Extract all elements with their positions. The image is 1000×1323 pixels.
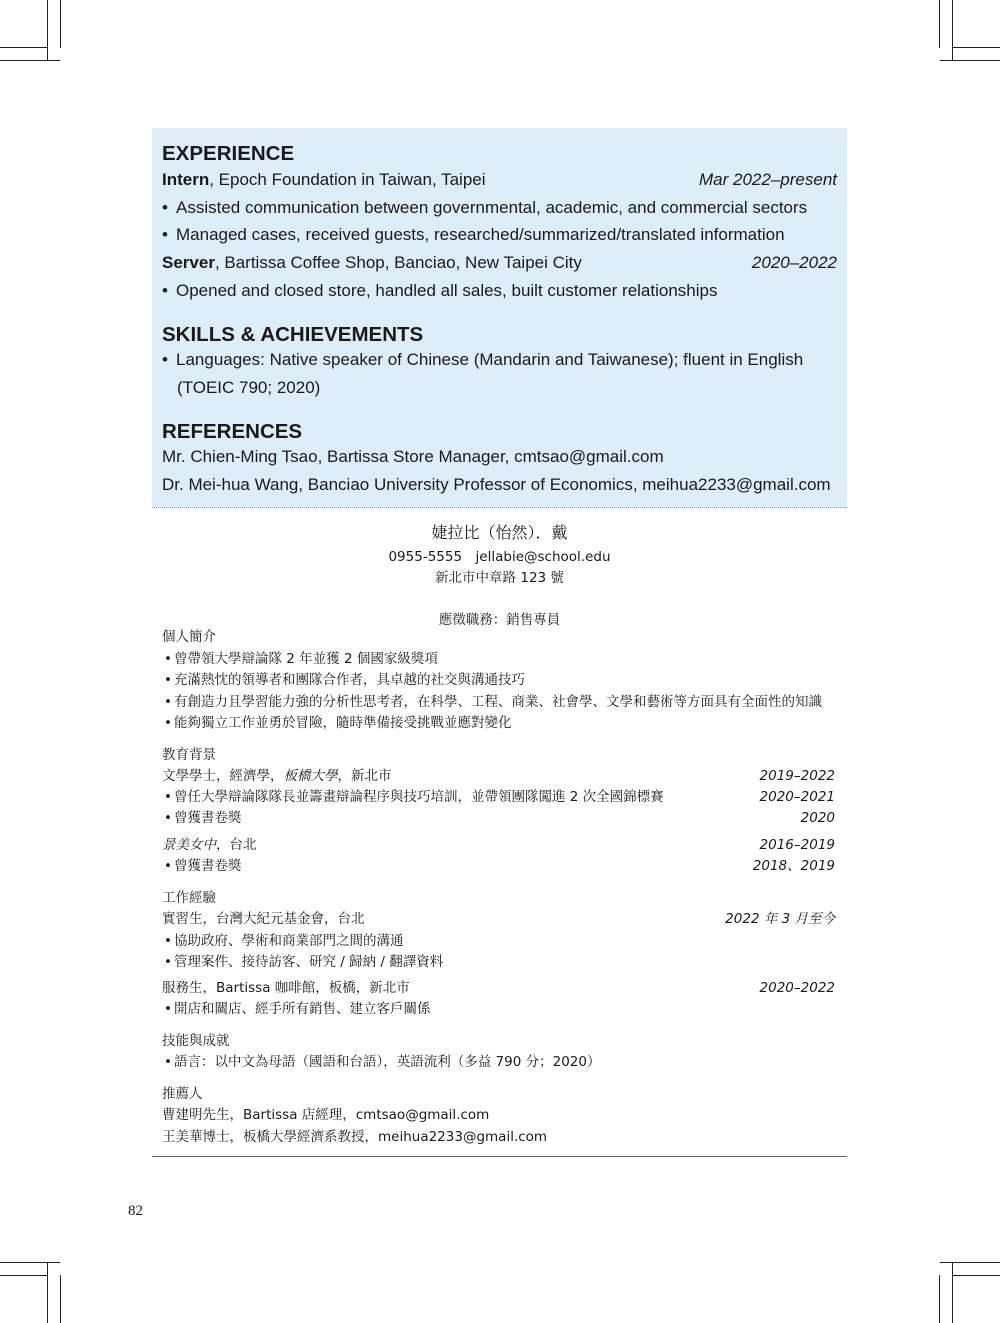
zh-education-bullet-date: 2020–2021 — [759, 789, 835, 805]
zh-profile-bullet: • 曾帶領大學辯論隊 2 年並獲 2 個國家級獎項 — [162, 649, 835, 669]
job-bullet: • Assisted communication between governmental, academic, and commercial sectors — [162, 197, 837, 219]
zh-highschool-suffix: ，台北 — [216, 837, 257, 853]
zh-job-title: 實習生，台灣大紀元基金會，台北 — [162, 911, 365, 927]
zh-profile-bullet: • 有創造力且學習能力強的分析性思考者，在科學、工程、商業、社會學、文學和藝術等方面具有全面性的知識 — [162, 692, 835, 712]
job-role: Intern — [162, 170, 210, 189]
zh-education-heading: 教育背景 — [162, 747, 216, 763]
zh-job-date: 2020–2022 — [759, 980, 835, 996]
zh-work-heading: 工作經驗 — [162, 890, 216, 906]
zh-address: 新北市中章路 123 號 — [435, 570, 564, 586]
zh-degree-date: 2019–2022 — [759, 768, 835, 784]
zh-contact: 0955-5555 jellabie@school.edu — [388, 549, 611, 565]
english-resume-box — [152, 128, 847, 508]
experience-heading: EXPERIENCE — [162, 142, 295, 165]
zh-name: 婕拉比（怡然）．戴 — [431, 523, 568, 542]
references-heading: REFERENCES — [162, 420, 303, 443]
zh-job — [162, 978, 835, 998]
zh-skills-bullet: • 語言：以中文為母語（國語和台語），英語流利（多益 790 分；2020） — [162, 1052, 835, 1072]
job-bullet: • Managed cases, received guests, researched/summarized/translated information — [162, 224, 837, 246]
job-role: Server — [162, 253, 215, 272]
zh-reference-item: 曹建明先生，Bartissa 店經理，cmtsao@gmail.com — [162, 1107, 490, 1123]
zh-job-bullet: • 協助政府、學術和商業部門之間的溝通 — [162, 931, 835, 951]
zh-degree — [162, 766, 835, 786]
zh-degree-school: 板橋大學 — [283, 768, 338, 784]
zh-education-bullet-text: 曾獲書卷獎 — [174, 858, 242, 874]
zh-skills-heading: 技能與成就 — [162, 1033, 230, 1049]
zh-education-bullet — [162, 787, 835, 807]
job-intern — [162, 169, 837, 191]
zh-highschool-name: 景美女中 — [162, 837, 216, 853]
zh-degree-prefix: 文學學士，經濟學， — [162, 768, 284, 784]
zh-degree-suffix: ，新北市 — [337, 768, 392, 784]
zh-job — [162, 909, 835, 929]
zh-education-bullet-date: 2020 — [800, 810, 835, 826]
reference-item: Mr. Chien-Ming Tsao, Bartissa Store Manager, cmtsao@gmail.com — [162, 447, 664, 466]
zh-job-bullet: • 管理案件、接待訪客、研究 / 歸納 / 翻譯資料 — [162, 952, 835, 972]
zh-profile-bullet: • 充滿熱忱的領導者和團隊合作者，具卓越的社交與溝通技巧 — [162, 670, 835, 690]
zh-highschool-date: 2016–2019 — [759, 837, 835, 853]
zh-education-bullet-text: 曾任大學辯論隊隊長並籌畫辯論程序與技巧培訓，並帶領團隊闖進 2 次全國錦標賽 — [174, 789, 664, 805]
job-date: 2020–2022 — [751, 253, 837, 272]
zh-job-bullet: • 開店和關店、經手所有銷售、建立客戶關係 — [162, 999, 835, 1019]
skills-heading: SKILLS & ACHIEVEMENTS — [162, 323, 424, 346]
zh-job-date: 2022 年 3 月至今 — [725, 911, 835, 927]
job-server — [162, 252, 837, 274]
zh-reference-item: 王美華博士，板橋大學經濟系教授，meihua2233@gmail.com — [162, 1129, 548, 1145]
skills-bullet: • Languages: Native speaker of Chinese (Mandarin and Taiwanese); fluent in English — [162, 349, 837, 371]
job-org: , Bartissa Coffee Shop, Banciao, New Taipei City — [214, 253, 582, 272]
zh-job-title: 服務生，Bartissa 咖啡館，板橋，新北市 — [162, 980, 410, 996]
zh-profile-heading: 個人簡介 — [162, 629, 216, 645]
skills-bullet-continuation: (TOEIC 790; 2020) — [177, 378, 321, 397]
bottom-rule — [152, 1156, 847, 1157]
reference-item: Dr. Mei-hua Wang, Banciao University Professor of Economics, meihua2233@gmail.com — [162, 475, 831, 494]
job-org: , Epoch Foundation in Taiwan, Taipei — [209, 170, 486, 189]
job-bullet: • Opened and closed store, handled all sales, built customer relationships — [162, 280, 837, 302]
zh-education-bullet — [162, 808, 835, 828]
zh-education-bullet-date: 2018、2019 — [752, 858, 835, 874]
zh-position: 應徵職務：銷售專員 — [438, 612, 561, 628]
page-number: 82 — [128, 1203, 143, 1219]
zh-highschool — [162, 835, 835, 855]
zh-references-heading: 推薦人 — [162, 1086, 203, 1102]
zh-education-bullet-text: 曾獲書卷獎 — [174, 810, 242, 826]
zh-profile-bullet: • 能夠獨立工作並勇於冒險，隨時準備接受挑戰並應對變化 — [162, 713, 835, 733]
job-date: Mar 2022–present — [699, 170, 837, 189]
zh-education-bullet — [162, 856, 835, 876]
